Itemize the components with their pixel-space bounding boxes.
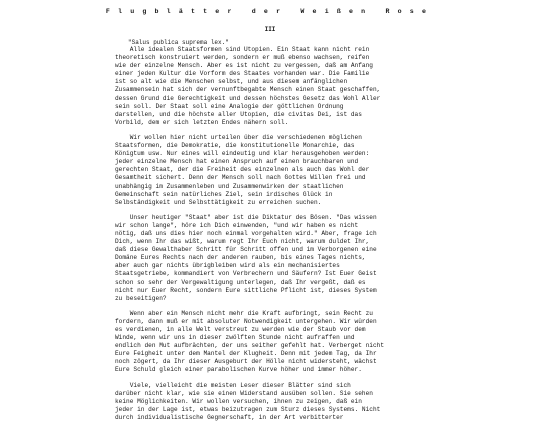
document-body: [115, 46, 405, 429]
paragraph: Viele, vielleicht die meisten Leser dieser Blätter sind sich darüber nicht klar, wie sie einen Widerstand ausüben sollen. Sie sehen keine Möglichkeiten. Wir wollen versuchen, ihnen zu zeigen, daß ein jeder in der Lage ist, etwas beizutragen zum Sturz dieses Systems. Nicht durch individualistische Gegnerschaft, in der Art verbitterter: [115, 381, 381, 421]
section-number: III: [264, 26, 276, 33]
motto: "Salus publica suprema lex.": [128, 39, 229, 46]
paragraph: Wenn aber ein Mensch nicht mehr die Kraft aufbringt, sein Recht zu fordern, dann muß er mit absoluter Notwendigkeit untergehen. Wir würden es verdienen, in alle Welt verstreut zu werden wie der Staub vor dem Winde, wenn wir uns in dieser zwölften Stunde nicht aufraffen und endlich den Mut aufbrächten, der uns seither gefehlt hat. Verberget nicht Eure Feigheit unter dem Mantel der Klugheit. Denn mit jedem Tag, da Ihr noch zögert, da Ihr dieser Ausgeburt der Hölle nicht widersteht, wächst Eure Schuld gleich einer parabolischen Kurve höher und immer höher.: [115, 309, 385, 374]
paragraph: Alle idealen Staatsformen sind Utopien. Ein Staat kann nicht rein theoretisch konstruiert werden, sondern er muß ebenso wachsen, reifen wie der einzelne Mensch. Aber es ist nicht zu vergessen, daß am Anfang einer jeden Kultur die Vorform des Staates vorhanden war. Die Familie ist so alt wie die Menschen selbst, und aus diesem anfänglichen Zusammensein hat sich der vernunftbegabte Mensch einen Staat geschaffen, dessen Grund die Gerechtigkeit und dessen höchstes Gesetz das Wohl Aller sein soll. Der Staat soll eine Analogie der göttlichen Ordnung darstellen, und die höchste aller Utopien, die civitas Dei, ist das Vorbild, dem er sich letzten Endes nähern soll.: [115, 46, 381, 126]
document-title: Flugblätter der Weißen Rose: [105, 8, 435, 15]
paragraph: Wir wollen hier nicht urteilen über die verschiedenen möglichen Staatsformen, die Demokratie, die konstitutionelle Monarchie, das Königtum usw. Nur eines will eindeutig und klar herausgehoben werden: jeder einzelne Mensch hat einen Anspruch auf einen brauchbaren und gerechten Staat, der die Freiheit des einzelnen als auch das Wohl der Gesamtheit sichert. Denn der Mensch soll nach Gottes Willen frei und unabhängig im Zusammenleben und Zusammenwirken der staatlichen Gemeinschaft sein natürliches Ziel, sein irdisches Glück in Selbständigkeit und Selbsttätigkeit zu erreichen suchen.: [115, 133, 370, 206]
paragraph: Unser heutiger "Staat" aber ist die Diktatur des Bösen. "Das wissen wir schon lange", höre ich Dich einwenden, "und wir haben es nicht nötig, daß uns dies hier noch einmal vorgehalten wird." Aber, frage ich Dich, wenn Ihr das wißt, warum regt Ihr Euch nicht, warum duldet Ihr, daß diese Gewalthaber Schritt für Schritt offen und im Verborgenen eine Domäne Eures Rechts nach der anderen rauben, bis eines Tages nichts, aber auch gar nichts übrigbleiben wird als ein mechanisiertes Staatsgetriebe, kommandiert von Verbrechern und Säufern? Ist Euer Geist schon so sehr der Vergewaltigung unterlegen, daß Ihr vergeßt, daß es nicht nur Euer Recht, sondern Eure sittliche Pflicht ist, dieses System zu beseitigen?: [115, 213, 377, 302]
